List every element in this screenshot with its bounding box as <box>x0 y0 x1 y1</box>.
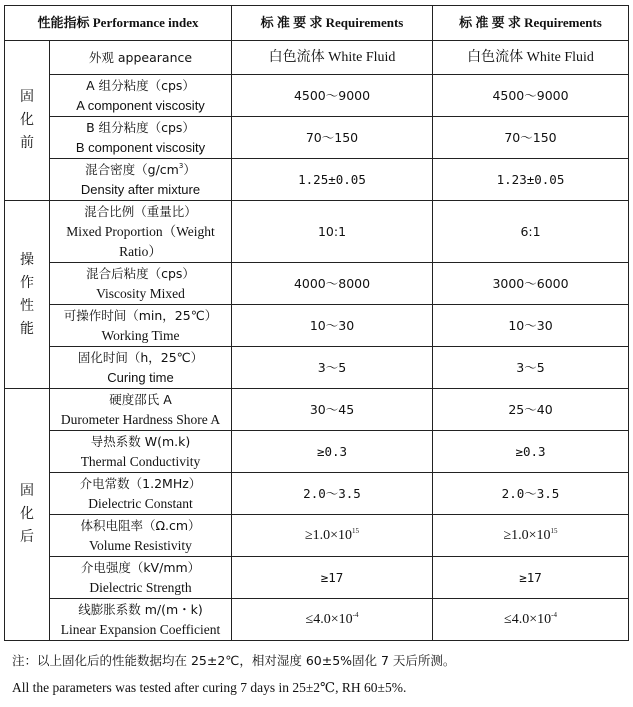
item-viscosity-mixed: 混合后粘度（cps） Viscosity Mixed <box>50 263 232 305</box>
item-appearance: 外观 appearance <box>50 41 232 75</box>
value-req1: 3～5 <box>232 347 433 389</box>
value-req1: 10:1 <box>232 201 433 263</box>
value-req1: 70～150 <box>232 117 433 159</box>
value-req2: 6:1 <box>433 201 629 263</box>
value-req1: 1.25±0.05 <box>232 159 433 201</box>
value-req1: 白色流体 White Fluid <box>232 41 433 75</box>
item-b-viscosity: B 组分粘度（cps） B component viscosity <box>50 117 232 159</box>
value-req1: ≥0.3 <box>232 431 433 473</box>
value-req2: ≥0.3 <box>433 431 629 473</box>
group-label-before-curing: 固 化 前 <box>5 41 50 201</box>
table-row <box>5 515 629 557</box>
value-req2: 70～150 <box>433 117 629 159</box>
table-row <box>5 347 629 389</box>
note-chinese: 注：以上固化后的性能数据均在 25±2℃，相对湿度 60±5%固化 7 天后所测。 <box>12 653 456 668</box>
header-requirements-2: 标 准 要 求 Requirements <box>433 6 629 41</box>
item-hardness: 硬度邵氏 A Durometer Hardness Shore A <box>50 389 232 431</box>
group-label-after-curing: 固 化 后 <box>5 389 50 641</box>
value-req2: 3～5 <box>433 347 629 389</box>
value-req1: 2.0～3.5 <box>232 473 433 515</box>
item-dielectric-strength: 介电强度（kV/mm） Dielectric Strength <box>50 557 232 599</box>
note-english: All the parameters was tested after curing 7 days in 25±2℃, RH 60±5%. <box>12 680 407 695</box>
value-req2: 白色流体 White Fluid <box>433 41 629 75</box>
value-req2: 25～40 <box>433 389 629 431</box>
table-row <box>5 117 629 159</box>
performance-table <box>4 5 629 641</box>
table-row <box>5 263 629 305</box>
table-row <box>5 389 629 431</box>
value-req1: 4000～8000 <box>232 263 433 305</box>
table-row <box>5 201 629 263</box>
value-req1: $\ge 1.0\times 10^{15}$ <box>232 515 433 557</box>
item-dielectric-constant: 介电常数（1.2MHz） Dielectric Constant <box>50 473 232 515</box>
value-req2: 2.0～3.5 <box>433 473 629 515</box>
table-row <box>5 75 629 117</box>
value-req2: $\le 4.0\times 10^{-4}$ <box>433 599 629 641</box>
value-req1: ≥17 <box>232 557 433 599</box>
value-req2: 10～30 <box>433 305 629 347</box>
value-req1: 10～30 <box>232 305 433 347</box>
value-req2: ≥17 <box>433 557 629 599</box>
table-row <box>5 557 629 599</box>
table-row <box>5 473 629 515</box>
table-row <box>5 431 629 473</box>
group-label-handling: 操 作 性 能 <box>5 201 50 389</box>
value-req1: $\le 4.0\times 10^{-4}$ <box>232 599 433 641</box>
header-row <box>5 6 629 41</box>
value-req2: $\ge 1.0\times 10^{15}$ <box>433 515 629 557</box>
table-row <box>5 41 629 75</box>
header-performance-index: 性能指标 Performance index <box>5 6 232 41</box>
table-row <box>5 599 629 641</box>
item-volume-resistivity: 体积电阻率（Ω.cm） Volume Resistivity <box>50 515 232 557</box>
value-req1: 30～45 <box>232 389 433 431</box>
value-req2: 4500～9000 <box>433 75 629 117</box>
item-density: 混合密度$(g/cm^3)$ Density after mixture <box>50 159 232 201</box>
item-a-viscosity: A 组分粘度（cps） A component viscosity <box>50 75 232 117</box>
table-row <box>5 159 629 201</box>
table-row <box>5 305 629 347</box>
item-curing-time: 固化时间（h，25℃） Curing time <box>50 347 232 389</box>
item-mixed-proportion: 混合比例（重量比） Mixed Proportion（Weight Ratio） <box>50 201 232 263</box>
header-requirements-1: 标 准 要 求 Requirements <box>232 6 433 41</box>
value-req2: 3000～6000 <box>433 263 629 305</box>
item-linear-expansion: 线膨胀系数 m/(m・k) Linear Expansion Coefficient <box>50 599 232 641</box>
item-working-time: 可操作时间（min，25℃） Working Time <box>50 305 232 347</box>
value-req1: 4500～9000 <box>232 75 433 117</box>
spec-sheet <box>4 5 629 641</box>
value-req2: 1.23±0.05 <box>433 159 629 201</box>
item-thermal-conductivity: 导热系数 W(m.k) Thermal Conductivity <box>50 431 232 473</box>
